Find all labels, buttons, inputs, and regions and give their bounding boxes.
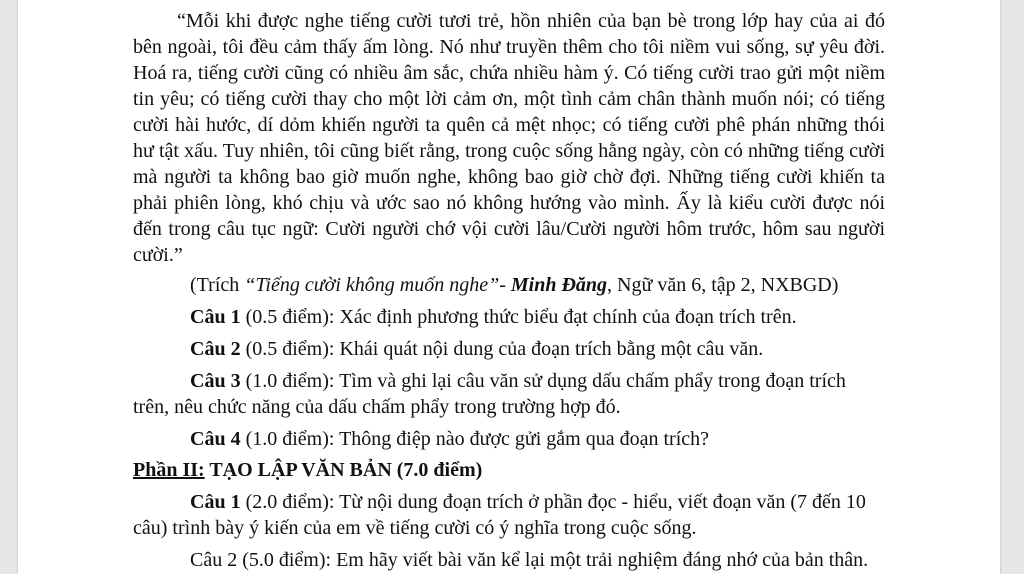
question-4 — [133, 426, 885, 452]
task-1-text: (2.0 điểm): Từ nội dung đoạn trích ở phần đọc - hiểu, viết đoạn văn (7 đến 10 câu) trình bày ý kiến của em về tiếng cười có ý nghĩa trong cuộc sống. — [133, 491, 866, 539]
section-2-heading — [133, 457, 885, 483]
source-title: “Tiếng cười không muốn nghe” — [244, 274, 500, 296]
question-2-text: (0.5 điểm): Khái quát nội dung của đoạn trích bằng một câu văn. — [240, 338, 764, 360]
question-2 — [133, 336, 885, 362]
question-3 — [133, 368, 885, 420]
question-4-text: (1.0 điểm): Thông điệp nào được gửi gắm qua đoạn trích? — [240, 428, 710, 450]
reading-passage: “Mỗi khi được nghe tiếng cười tươi trẻ, hồn nhiên của bạn bè trong lớp hay của ai đó bên ngoài, tôi đều cảm thấy ấm lòng. Nó như truyền thêm cho tôi niềm vui sống, sự yêu đời. Hoá ra, tiếng cười cũng có nhiều âm sắc, chứa nhiều hàm ý. Có tiếng cười trao gửi một niềm tin yêu; có tiếng cười thay cho một lời cảm ơn, một tình cảm chân thành muốn nói; có tiếng cười hài hước, dí dỏm khiến người ta quên cả mệt nhọc; có tiếng cười phê phán những thói hư tật xấu. Tuy nhiên, tôi cũng biết rằng, trong cuộc sống hằng ngày, còn có những tiếng cười mà người ta không bao giờ muốn nghe, không bao giờ chờ đợi. Những tiếng cười khiến ta phải phiên lòng, khó chịu và ước sao nó không hướng vào mình. Ấy là kiểu cười được nói đến trong câu tục ngữ: Cười người chớ vội cười lâu/Cười người hôm trước, hôm sau người cười.” — [133, 10, 885, 266]
section-2-title: TẠO LẬP VĂN BẢN (7.0 điểm) — [204, 459, 483, 481]
question-4-label: Câu 4 — [190, 428, 241, 450]
question-1-label: Câu 1 — [190, 306, 241, 328]
task-1-label: Câu 1 — [190, 491, 241, 513]
source-dash: - — [499, 274, 511, 296]
question-3-text: (1.0 điểm): Tìm và ghi lại câu văn sử dụng dấu chấm phẩy trong đoạn trích trên, nêu chức năng của dấu chấm phẩy trong trường hợp đó. — [133, 370, 846, 418]
question-2-label: Câu 2 — [190, 338, 241, 360]
source-author: Minh Đăng — [510, 274, 608, 296]
question-3-label: Câu 3 — [190, 370, 241, 392]
task-1 — [133, 489, 885, 541]
source-prefix: (Trích — [190, 274, 245, 296]
question-1-text: (0.5 điểm): Xác định phương thức biểu đạt chính của đoạn trích trên. — [240, 306, 797, 328]
question-1 — [133, 304, 885, 330]
document-page — [18, 0, 1000, 574]
task-2-cut-off: Câu 2 (5.0 điểm): Em hãy viết bài văn kể lại một trải nghiệm đáng nhớ của bản thân. — [190, 549, 869, 571]
section-2-label: Phần II: — [133, 459, 205, 481]
source-suffix: , Ngữ văn 6, tập 2, NXBGD) — [607, 274, 839, 296]
document-content — [133, 8, 885, 573]
passage-source — [133, 272, 885, 298]
